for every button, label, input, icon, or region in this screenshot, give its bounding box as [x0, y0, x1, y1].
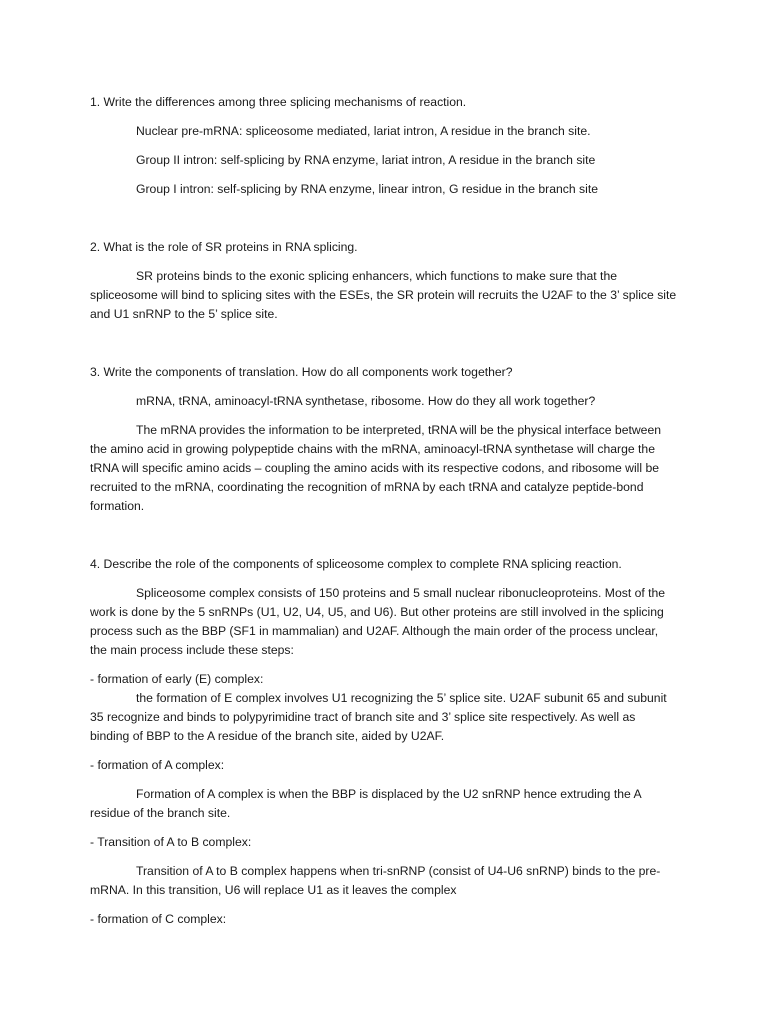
answer-1-group-i-intron: Group I intron: self-splicing by RNA enzyme, linear intron, G residue in the branch site — [136, 182, 598, 196]
question-1: 1. Write the differences among three splicing mechanisms of reaction. — [90, 95, 467, 109]
answer-1-group-ii-intron: Group II intron: self-splicing by RNA enzyme, lariat intron, A residue in the branch site — [136, 153, 596, 167]
question-3: 3. Write the components of translation. How do all components work together? — [90, 365, 513, 379]
answer-3-components: mRNA, tRNA, aminoacyl-tRNA synthetase, ribosome. How do they all work together? — [136, 394, 596, 408]
document-body — [90, 93, 678, 929]
answer-2: SR proteins binds to the exonic splicing enhancers, which functions to make sure that the spliceosome will bind to splicing sites with the ESEs, the SR protein will recruits the U2AF to the 3’ splice site and U1 snRNP to the 5’ splice site. — [90, 269, 677, 321]
step-a-heading: - formation of A complex: — [90, 758, 225, 772]
answer-4-intro: Spliceosome complex consists of 150 proteins and 5 small nuclear ribonucleoproteins. Most of the work is done by the 5 snRNPs (U1, U2, U4, U5, and U6). But other proteins are still involved in the splicing process such as the BBP (SF1 in mammalian) and U2AF. Although the main order of the process unclear, the main process include these steps: — [90, 586, 666, 657]
step-ab-text: Transition of A to B complex happens when tri-snRNP (consist of U4-U6 snRNP) binds to the pre-mRNA. In this transition, U6 will replace U1 as it leaves the complex — [90, 864, 661, 897]
question-2: 2. What is the role of SR proteins in RNA splicing. — [90, 240, 358, 254]
step-e-heading: - formation of early (E) complex: — [90, 672, 264, 686]
step-a-text: Formation of A complex is when the BBP is displaced by the U2 snRNP hence extruding the A residue of the branch site. — [90, 787, 641, 820]
answer-3-explanation: The mRNA provides the information to be interpreted, tRNA will be the physical interface between the amino acid in growing polypeptide chains with the mRNA, aminoacyl-tRNA synthetase will charge the tRNA will specific amino acids – coupling the amino acids with its respective codons, and ribosome will be recruited to the mRNA, coordinating the recognition of mRNA by each tRNA and catalyze peptide-bond formation. — [90, 423, 662, 513]
step-ab-heading: - Transition of A to B complex: — [90, 835, 252, 849]
step-e-text: the formation of E complex involves U1 recognizing the 5’ splice site. U2AF subunit 65 and subunit 35 recognize and binds to polypyrimidine tract of branch site and 3’ splice site respectively. As well as binding of BBP to the A residue of the branch site, aided by U2AF. — [90, 691, 667, 743]
answer-1-nuclear-pre-mrna: Nuclear pre-mRNA: spliceosome mediated, lariat intron, A residue in the branch site. — [136, 124, 591, 138]
step-c-heading: - formation of C complex: — [90, 912, 227, 926]
question-4: 4. Describe the role of the components of spliceosome complex to complete RNA splicing reaction. — [90, 557, 622, 571]
